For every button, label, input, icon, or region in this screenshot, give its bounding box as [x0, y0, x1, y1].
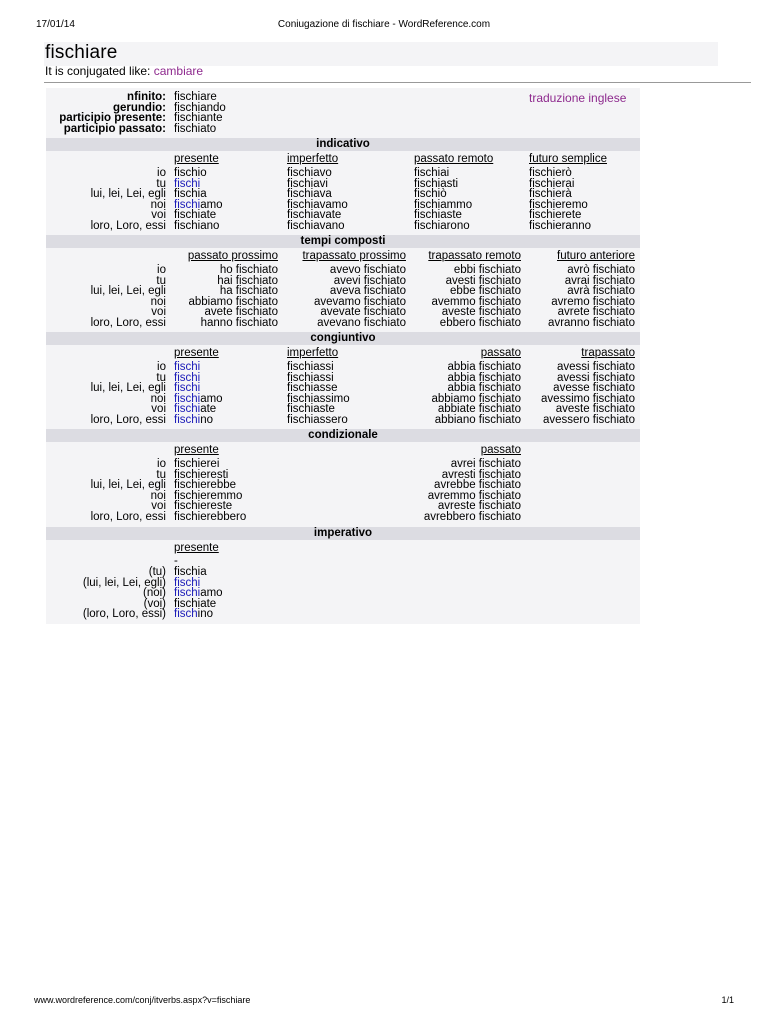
conjugation-cell: avevo fischiato: [329, 264, 406, 276]
conjugation-cell: fischierebbe: [174, 479, 237, 492]
conjugated-like-prefix: It is conjugated like:: [45, 64, 151, 78]
conjugation-cell: fischierei: [174, 458, 220, 470]
conjugation-cell: abbia fischiato: [447, 371, 521, 384]
conjugation-cell: avessi fischiato: [557, 361, 635, 373]
pronoun-label: voi: [151, 403, 166, 416]
condizionale-passato: [414, 459, 521, 523]
header-passato: passato: [480, 444, 521, 456]
pronoun-label: noi: [150, 489, 166, 502]
conjugation-ending: ino: [197, 608, 214, 621]
pronoun-label: loro, Loro, essi: [90, 219, 166, 232]
conjugation-cell: avrete fischiato: [557, 306, 635, 319]
conjugation-cell: fischiavate: [287, 209, 342, 222]
header-imperfetto: imperfetto: [287, 347, 339, 359]
pronoun-label: tu: [156, 468, 166, 481]
conjugation-cell: avevi fischiato: [333, 274, 406, 287]
conjugation-cell: abbiate fischiato: [437, 403, 521, 416]
conjugation-stem: fischi: [174, 587, 201, 600]
conjugation-cell: fischieresti: [174, 468, 229, 481]
header-passato-prossimo: passato prossimo: [187, 250, 278, 262]
pronoun-label: io: [157, 167, 166, 179]
pronoun-label: lui, lei, Lei, egli: [90, 479, 166, 492]
conjugation-cell: fischiaste: [287, 403, 335, 416]
form-label-participio-presente: participio presente:: [59, 112, 166, 125]
conjugation-cell: fischierà: [529, 188, 572, 201]
pronouns-congiuntivo: [46, 362, 166, 426]
form-value: fischiando: [174, 101, 226, 114]
conjugation-cell: avrei fischiato: [450, 458, 521, 470]
pronouns-imperativo: [46, 567, 166, 620]
section-condizionale: condizionale: [46, 429, 640, 442]
pronoun-label: lui, lei, Lei, egli: [90, 188, 166, 201]
header-futuro-semplice: futuro semplice: [529, 153, 607, 165]
conjugation-stem: fischi: [174, 413, 201, 426]
conjugation-cell: fischiarono: [414, 219, 470, 232]
conjugation-cell: fischiavamo: [287, 198, 348, 211]
print-date: 17/01/14: [36, 19, 75, 30]
conjugation-cell: fischiammo: [414, 198, 473, 211]
conjugation-cell: fischiai: [414, 167, 450, 179]
pronoun-label: voi: [151, 306, 166, 319]
forms-labels: [46, 92, 166, 134]
form-value: fischiato: [174, 122, 217, 135]
conjugation-cell: ebbero fischiato: [439, 316, 521, 329]
pronoun-label: tu: [156, 177, 166, 190]
conjugation-cell: aveva fischiato: [329, 285, 406, 298]
composti-trapassato-prossimo: [286, 265, 406, 329]
pronoun-label: noi: [150, 198, 166, 211]
conjugation-cell: fischiassi: [287, 361, 334, 373]
header-passato-remoto: passato remoto: [414, 153, 494, 165]
pronoun-label: voi: [151, 209, 166, 222]
composti-passato-prossimo: [174, 265, 278, 329]
pronoun-label: tu: [156, 274, 166, 287]
print-page-number: 1/1: [721, 995, 734, 1005]
conjugation-cell: hai fischiato: [217, 274, 278, 287]
conjugation-cell: avremmo fischiato: [427, 489, 521, 502]
imperativo-presente: [174, 567, 223, 620]
conjugation-cell: avrai fischiato: [564, 274, 635, 287]
congiuntivo-presente: [174, 362, 223, 426]
form-value: fischiare: [174, 91, 217, 103]
verb-title-box: [44, 42, 718, 66]
pronoun-label: (lui, lei, Lei, egli): [82, 576, 166, 589]
conjugation-cell: avessi fischiato: [557, 371, 635, 384]
pronoun-label: io: [157, 458, 166, 470]
conjugation-cell: fischiassi: [287, 371, 334, 384]
print-url: www.wordreference.com/conj/itverbs.aspx?v=fischiare: [34, 995, 251, 1005]
conjugation-cell: ho fischiato: [219, 264, 278, 276]
conjugation-stem: fischi: [174, 198, 201, 211]
conjugation-stem: fischi: [174, 177, 201, 190]
conjugation-cell: avessimo fischiato: [541, 392, 635, 405]
header-presente: presente: [174, 153, 219, 165]
pronoun-label: loro, Loro, essi: [90, 316, 166, 329]
pronoun-label: voi: [151, 500, 166, 513]
pronouns-indicativo: [46, 168, 166, 232]
conjugated-like: [45, 64, 203, 78]
section-indicativo: indicativo: [46, 138, 640, 151]
conjugation-cell: abbiamo fischiato: [431, 392, 521, 405]
conjugation-text: fischiano: [174, 219, 220, 232]
conjugation-stem: fisch: [174, 608, 198, 621]
conjugation-cell: abbiamo fischiato: [188, 295, 278, 308]
pronoun-label: lui, lei, Lei, egli: [90, 285, 166, 298]
conjugation-stem: fischi: [174, 361, 201, 373]
conjugation-cell: avemmo fischiato: [431, 295, 521, 308]
section-congiuntivo: congiuntivo: [46, 332, 640, 345]
conjugation-cell: fischiavo: [287, 167, 332, 179]
conjugation-cell: aveste fischiato: [441, 306, 521, 319]
conjugation-cell: abbiano fischiato: [434, 413, 521, 426]
conjugation-cell: avrà fischiato: [567, 285, 635, 298]
divider: [44, 82, 751, 83]
conjugation-cell: avrebbero fischiato: [423, 510, 521, 523]
header-trapassato: trapassato: [581, 347, 635, 359]
conjugation-ending: amo: [200, 392, 223, 405]
conjugation-cell: fischierai: [529, 177, 575, 190]
indicativo-presente: [174, 168, 223, 232]
congiuntivo-trapassato: [529, 362, 635, 426]
composti-futuro-anteriore: [529, 265, 635, 329]
conjugation-cell: fischiò: [414, 188, 447, 201]
conjugation-cell: avevamo fischiato: [313, 295, 406, 308]
header-presente: presente: [174, 542, 219, 554]
conjugation-ending: ate: [200, 403, 217, 416]
conjugation-cell: avevano fischiato: [317, 316, 406, 329]
conjugation-cell: fischiavi: [287, 177, 328, 190]
conjugation-ending: no: [200, 413, 213, 426]
congiuntivo-imperfetto: [287, 362, 350, 426]
indicativo-imperfetto: [287, 168, 348, 232]
conjugation-cell: avremo fischiato: [551, 295, 635, 308]
conjugation-text: fischiate: [174, 597, 217, 610]
conjugation-cell: avete fischiato: [204, 306, 278, 319]
conjugation-cell: fischiereste: [174, 500, 233, 513]
conjugation-cell: fischierete: [529, 209, 582, 222]
conjugation-cell: aveste fischiato: [555, 403, 635, 416]
conjugation-cell: avesti fischiato: [445, 274, 521, 287]
traduzione-inglese-link[interactable]: traduzione inglese: [529, 91, 627, 105]
composti-trapassato-remoto: [414, 265, 521, 329]
header-imperfetto: imperfetto: [287, 153, 339, 165]
pronoun-label: loro, Loro, essi: [90, 510, 166, 523]
form-label-participio-passato: participio passato:: [63, 122, 166, 135]
conjugation-cell: ha fischiato: [219, 285, 278, 298]
conjugation-cell: hanno fischiato: [200, 316, 278, 329]
conjugation-stem: fischi: [174, 371, 201, 384]
pronoun-label: noi: [150, 295, 166, 308]
conjugation-cell: avreste fischiato: [437, 500, 521, 513]
header-presente: presente: [174, 347, 219, 359]
conjugation-cell: [174, 415, 223, 426]
print-title: Coniugazione di fischiare - WordReference.com: [277, 19, 491, 30]
pronoun-label: (loro, Loro, essi): [82, 608, 166, 621]
form-label-gerundio: gerundio:: [112, 101, 166, 114]
pronoun-label: lui, lei, Lei, egli: [90, 382, 166, 395]
pronoun-label: tu: [156, 371, 166, 384]
conjugation-cell: avevate fischiato: [320, 306, 406, 319]
imperativo-dash: -: [174, 555, 178, 567]
header-trapassato-remoto: trapassato remoto: [428, 250, 521, 262]
conjugation-cell: fischieranno: [529, 219, 592, 232]
conjugation-cell: fischiassero: [287, 413, 348, 426]
conjugation-stem: fischi: [174, 392, 201, 405]
conjugation-text: fischio: [174, 167, 207, 179]
pronoun-label: (tu): [148, 566, 166, 578]
header-passato: passato: [480, 347, 521, 359]
conjugation-text: fischia: [174, 566, 207, 578]
section-imperativo: imperativo: [46, 527, 640, 540]
header-futuro-anteriore: futuro anteriore: [557, 250, 635, 262]
pronoun-label: io: [157, 361, 166, 373]
conjugation-text: fischiate: [174, 209, 217, 222]
conjugation-cell: avrebbe fischiato: [434, 479, 521, 492]
conjugation-cell: avresti fischiato: [441, 468, 521, 481]
header-presente: presente: [174, 444, 219, 456]
conjugation-ending: amo: [200, 587, 223, 600]
conjugation-cell: fischieremmo: [174, 489, 243, 502]
indicativo-passato-remoto: [414, 168, 472, 232]
conjugation-text: fischia: [174, 188, 207, 201]
conjugation-cell: fischiava: [287, 188, 332, 201]
conjugation-cell: fischiassimo: [287, 392, 350, 405]
conjugation-cell: fischiasti: [414, 177, 459, 190]
pronoun-label: io: [157, 264, 166, 276]
conjugation-cell: fischierò: [529, 167, 572, 179]
indicativo-futuro: [529, 168, 591, 232]
forms-values: [174, 92, 226, 134]
conjugation-cell: abbia fischiato: [447, 382, 521, 395]
condizionale-presente: [174, 459, 246, 523]
conjugation-stem: fischi: [174, 576, 201, 589]
conjugation-cell: fischiasse: [287, 382, 338, 395]
conjugation-cell: fischiavano: [287, 219, 345, 232]
conjugation-cell: ebbi fischiato: [453, 264, 521, 276]
conjugation-cell: avrò fischiato: [567, 264, 635, 276]
pronoun-label: loro, Loro, essi: [90, 413, 166, 426]
pronouns-condizionale: [46, 459, 166, 523]
verb-title: fischiare: [45, 42, 118, 63]
conjugation-stem: fischi: [174, 382, 201, 395]
conjugation-cell: abbia fischiato: [447, 361, 521, 373]
form-label-infinito: nfinito:: [127, 91, 166, 103]
conjugation-cell: fischiaste: [414, 209, 462, 222]
conjugation-cell: avessero fischiato: [542, 413, 635, 426]
pronoun-label: (noi): [142, 587, 166, 600]
pronoun-label: (voi): [143, 597, 166, 610]
conjugated-like-link[interactable]: cambiare: [153, 64, 204, 78]
conjugation-cell: fischierebbero: [174, 510, 247, 523]
header-trapassato-prossimo: trapassato prossimo: [302, 250, 406, 262]
conjugation-cell: avesse fischiato: [553, 382, 635, 395]
conjugation-stem: fischi: [174, 403, 201, 416]
conjugation-cell: ebbe fischiato: [450, 285, 521, 298]
conjugation-cell: fischieremo: [529, 198, 588, 211]
conjugation-ending: amo: [200, 198, 223, 211]
congiuntivo-passato: [414, 362, 521, 426]
pronoun-label: noi: [150, 392, 166, 405]
form-value: fischiante: [174, 112, 223, 125]
conjugation-cell: [174, 221, 223, 232]
section-tempi-composti: tempi composti: [46, 235, 640, 248]
conjugation-cell: [174, 609, 223, 620]
pronouns-composti: [46, 265, 166, 329]
conjugation-cell: avranno fischiato: [548, 316, 635, 329]
